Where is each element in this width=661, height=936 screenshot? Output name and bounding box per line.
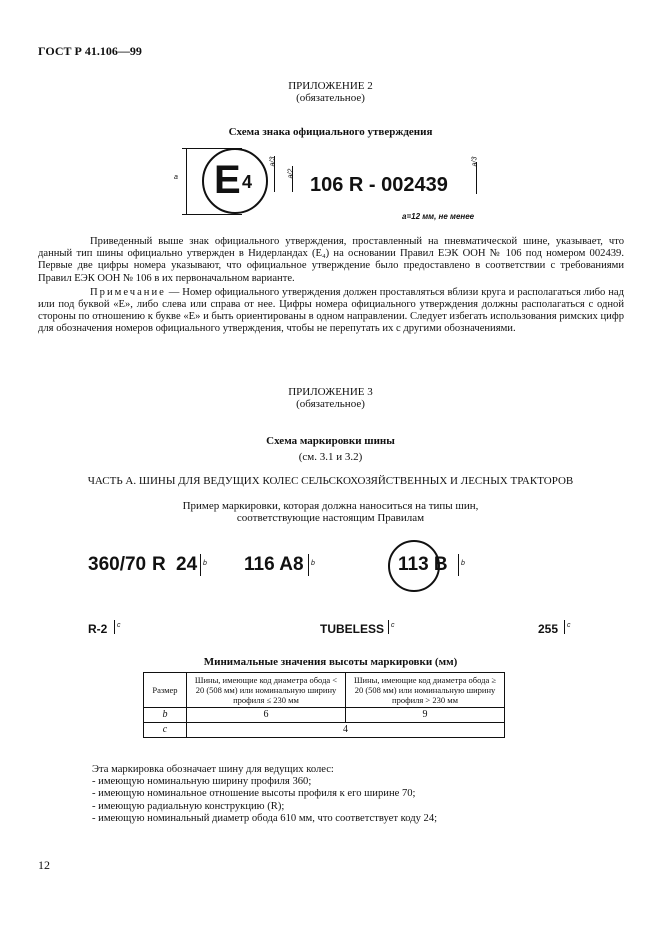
table-cell-b-small: 6 xyxy=(187,708,346,723)
table-cell-b-large: 9 xyxy=(346,708,505,723)
approval-explanation xyxy=(38,236,624,336)
approval-note xyxy=(38,287,624,336)
marking-rim-code: 24 xyxy=(176,554,198,575)
approval-scheme-title: Схема знака официального утверждения xyxy=(228,126,433,138)
list-item: - имеющую номинальную ширину профиля 360; xyxy=(92,776,312,788)
tyre-marking-example xyxy=(82,536,622,646)
table-cell-c-label: c xyxy=(144,723,187,738)
approval-code: 106 R - 002439 xyxy=(310,174,448,196)
appendix2-title: ПРИЛОЖЕНИЕ 2 xyxy=(288,80,373,92)
marking-tubeless: TUBELESS xyxy=(320,622,385,636)
marking-explanation xyxy=(92,764,632,825)
page-number: 12 xyxy=(38,858,50,872)
table-header-small-rim: Шины, имеющие код диаметра обода < 20 (508 мм) или номинальную ширину профиля ≤ 230 мм xyxy=(187,673,346,708)
table-row xyxy=(144,723,505,738)
dim-b-2 xyxy=(308,554,309,576)
list-intro: Эта маркировка обозначает шину для ведущих колес: xyxy=(92,764,334,775)
approval-country-number: 4 xyxy=(242,172,253,192)
document-header: ГОСТ Р 41.106—99 xyxy=(38,44,142,58)
dim-c-label-3: c xyxy=(567,622,571,629)
dimension-line-code xyxy=(476,162,477,194)
dim-b-label-1: b xyxy=(203,560,207,567)
note-text: — Номер официального утверждения должен проставляться вблизи круга и располагаться либо над или под буквой «E», либо слева или справа от нее. Цифры номера официального утверждения должны располагаться с одной стороны по отношению к букве «E» и быть ориентированы в одном направлении. Следует избегать использования римских цифр для обозначения номеров официального утверждения, чтобы не перепутать их с другими обозначениями. xyxy=(38,286,624,335)
dim-c-1 xyxy=(114,620,115,634)
approval-paragraph: Приведенный выше знак официального утверждения, проставленный на пневматической шине, указывает, что данный тип шины официально утвержден в Нидерландах (E₄) на основании Правил ЕЭК ООН № 106 под номером 002439. Первые две цифры номера указывают, что официальное утверждение было предоставлено в соответствии с требованиями Правил ЕЭК ООН № 106 в их первоначальном варианте. xyxy=(38,236,624,284)
dimension-label-a2: a/2 xyxy=(287,168,295,179)
list-item: - имеющую номинальное отношение высоты профиля к его ширине 70; xyxy=(92,788,416,800)
dim-c-label-2: c xyxy=(391,622,395,629)
min-heights-table xyxy=(143,672,505,738)
example-caption-line2: соответствующие настоящим Правилам xyxy=(236,512,425,524)
table-header-size: Размер xyxy=(144,673,187,708)
marking-radial: R xyxy=(152,554,166,575)
table-header-large-rim: Шины, имеющие код диаметра обода ≥ 20 (508 мм) или номинальную ширину профиля > 230 мм xyxy=(346,673,505,708)
table-row xyxy=(144,708,505,723)
table-cell-b-label: b xyxy=(144,708,187,723)
approval-mark-footnote: a=12 мм, не менее xyxy=(402,212,475,221)
table-cell-c-value: 4 xyxy=(187,723,505,738)
appendix3-subtitle: (обязательное) xyxy=(296,398,365,410)
dimension-line-a xyxy=(186,148,187,214)
example-caption-line1: Пример маркировки, которая должна наноситься на типы шин, xyxy=(182,500,479,512)
appendix3-title: ПРИЛОЖЕНИЕ 3 xyxy=(288,386,373,398)
list-item: - имеющую радиальную конструкцию (R); xyxy=(92,800,285,812)
part-a-heading: ЧАСТЬ А. ШИНЫ ДЛЯ ВЕДУЩИХ КОЛЕС СЕЛЬСКОХОЗЯЙСТВЕННЫХ И ЛЕСНЫХ ТРАКТОРОВ xyxy=(87,475,574,487)
list-item: - имеющую номинальный диаметр обода 610 мм, что соответствует коду 24; xyxy=(92,812,438,824)
marking-code: 255 xyxy=(538,622,559,636)
dimension-label-code-a3: a/3 xyxy=(471,156,479,167)
marking-scheme-reference: (см. 3.1 и 3.2) xyxy=(298,451,363,463)
min-heights-table-title: Минимальные значения высоты маркировки (мм) xyxy=(203,656,458,668)
dim-b-label-3: b xyxy=(461,560,465,567)
approval-letter-e: E xyxy=(214,158,241,202)
marking-service-description: 116 A8 xyxy=(244,554,304,575)
dimension-label-a: a xyxy=(174,174,178,181)
marking-ply: R-2 xyxy=(88,622,108,636)
dim-b-label-2: b xyxy=(311,560,315,567)
dim-b-1 xyxy=(200,554,201,576)
note-label: Примечание xyxy=(90,286,166,298)
marking-size: 360/70 xyxy=(88,554,147,575)
dim-b-3 xyxy=(458,554,459,576)
appendix2-subtitle: (обязательное) xyxy=(296,92,365,104)
marking-circled-service: 113 B xyxy=(398,554,448,575)
dim-c-3 xyxy=(564,620,565,634)
dimension-tick-bottom xyxy=(182,214,242,215)
dim-c-label-1: c xyxy=(117,622,121,629)
dim-c-2 xyxy=(388,620,389,634)
marking-scheme-title: Схема маркировки шины xyxy=(266,435,395,447)
dimension-label-a3: a/3 xyxy=(269,156,277,167)
